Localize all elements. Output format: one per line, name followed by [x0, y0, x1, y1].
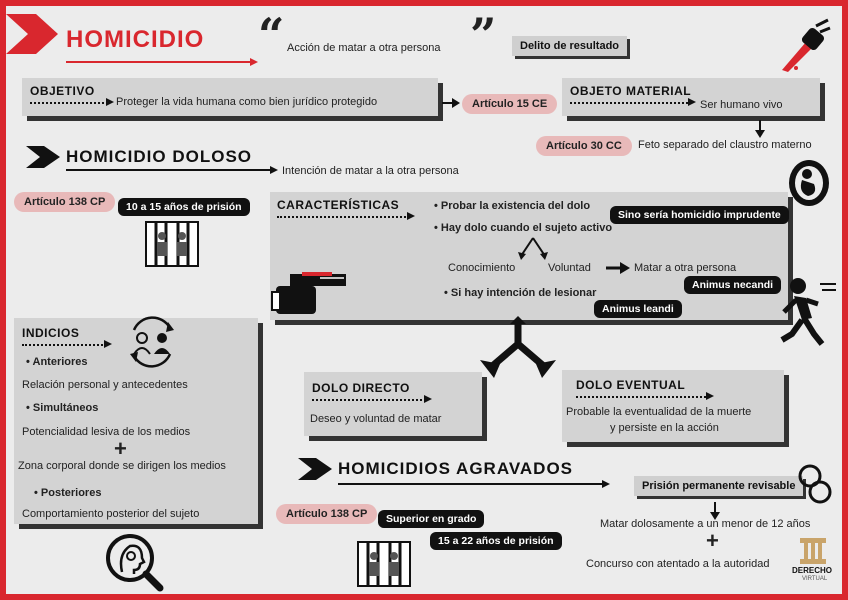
objeto-material-down-arrow	[755, 120, 765, 138]
logo-line1: DERECHO	[792, 566, 833, 575]
agravados-case1: Matar dolosamente a un menor de 12 años	[600, 518, 811, 530]
objeto-material-dots	[570, 102, 688, 104]
agravados-underline-arrow	[338, 480, 610, 490]
objeto-material-text: Ser humano vivo	[700, 99, 783, 111]
people-cycle-icon	[126, 318, 178, 364]
doloso-article: Artículo 138 CP	[14, 192, 115, 212]
indicios-heading: INDICIOS	[22, 326, 80, 340]
caracteristicas-arrowhead	[407, 212, 415, 220]
indicios-dots	[22, 344, 106, 346]
dolo-eventual-text1: Probable la eventualidad de la muerte	[566, 406, 752, 418]
agravados-penalty: 15 a 22 años de prisión	[430, 532, 562, 550]
objetivo-text: Proteger la vida humana como bien jurídico protegido	[116, 96, 378, 108]
column-logo-icon	[798, 538, 828, 564]
dolo-eventual-text2: y persiste en la acción	[610, 422, 719, 434]
objetivo-heading: OBJETIVO	[30, 84, 95, 98]
car-item1-tag: Sino sería homicidio imprudente	[610, 206, 789, 224]
running-man-icon	[778, 274, 838, 350]
jail-icon	[146, 222, 198, 266]
objeto-material-arrowhead	[688, 98, 696, 106]
quote-open: “	[258, 8, 285, 62]
dolo-eventual-heading: DOLO EVENTUAL	[576, 378, 686, 392]
caracteristicas-dots	[277, 216, 409, 218]
page-title: HOMICIDIO	[66, 26, 205, 53]
objetivo-arrowhead	[106, 98, 114, 106]
result-tag: Delito de resultado	[512, 36, 627, 56]
car-voluntad: Voluntad	[548, 262, 591, 274]
logo-line2: VIRTUAL	[802, 576, 828, 582]
caracteristicas-heading: CARACTERÍSTICAS	[277, 198, 400, 212]
indicios-anteriores: • Anteriores	[26, 356, 88, 368]
indicios-simultaneos-text1: Potencialidad lesiva de los medios	[22, 426, 191, 438]
prision-permanente: Prisión permanente revisable	[634, 476, 803, 496]
agravados-heading: HOMICIDIOS AGRAVADOS	[338, 459, 574, 478]
agravados-plus: +	[706, 528, 719, 553]
doloso-penalty: 10 a 15 años de prisión	[118, 198, 250, 216]
quote-close: ”	[470, 8, 497, 62]
car-split-arrows	[518, 238, 548, 260]
title-chevron-icon	[6, 14, 66, 54]
doloso-heading: HOMICIDIO DOLOSO	[66, 147, 252, 166]
car-laedendi: Animus leandi	[594, 300, 682, 318]
dolo-eventual-arrowhead	[706, 392, 714, 400]
indicios-arrowhead	[104, 340, 112, 348]
car-conocimiento: Conocimiento	[448, 262, 516, 274]
objetivo-article: Artículo 15 CE	[462, 94, 557, 114]
objetivo-dots	[30, 102, 108, 104]
objetivo-arrow	[442, 98, 460, 108]
indicios-simultaneos: • Simultáneos	[26, 402, 98, 414]
car-arrow-matar	[606, 262, 630, 274]
objeto-material-detail: Feto separado del claustro materno	[638, 139, 812, 151]
objeto-material-article: Artículo 30 CC	[536, 136, 632, 156]
indicios-simultaneos-text2: Zona corporal donde se dirigen los medios	[18, 460, 226, 472]
knife-hand-icon	[776, 22, 832, 72]
indicios-anteriores-text: Relación personal y antecedentes	[22, 379, 188, 391]
car-necandi: Animus necandi	[684, 276, 781, 294]
agravados-chevron-icon	[298, 458, 334, 480]
dolo-directo-text: Deseo y voluntad de matar	[310, 413, 442, 425]
agravados-article: Artículo 138 CP	[276, 504, 377, 524]
dolo-directo-arrowhead	[424, 395, 432, 403]
car-item3: • Si hay intención de lesionar	[444, 287, 596, 299]
jail-icon-2	[358, 542, 410, 586]
definition-text: Acción de matar a otra persona	[287, 42, 441, 54]
fetus-icon	[786, 158, 832, 208]
dolo-directo-heading: DOLO DIRECTO	[312, 381, 410, 395]
doloso-underline-arrow	[66, 166, 278, 176]
doloso-definition: Intención de matar a la otra persona	[282, 165, 459, 177]
title-underline-arrow	[66, 58, 258, 68]
indicios-plus: +	[114, 436, 127, 461]
handcuffs-icon	[796, 462, 836, 506]
dolo-split-arrow	[480, 324, 560, 380]
car-matar: Matar a otra persona	[634, 262, 737, 274]
car-item1: • Probar la existencia del dolo	[434, 200, 590, 212]
head-magnifier-icon	[102, 532, 166, 592]
dolo-eventual-dots	[576, 396, 706, 398]
dolo-directo-dots	[312, 399, 426, 401]
agravados-grade: Superior en grado	[378, 510, 484, 528]
indicios-posteriores: • Posteriores	[34, 487, 101, 499]
objeto-material-heading: OBJETO MATERIAL	[570, 84, 692, 98]
doloso-chevron-icon	[26, 146, 62, 168]
car-item2: • Hay dolo cuando el sujeto activo	[434, 222, 612, 234]
indicios-posteriores-text: Comportamiento posterior del sujeto	[22, 508, 200, 520]
gun-icon	[272, 270, 352, 318]
agravados-case2: Concurso con atentado a la autoridad	[586, 558, 770, 570]
